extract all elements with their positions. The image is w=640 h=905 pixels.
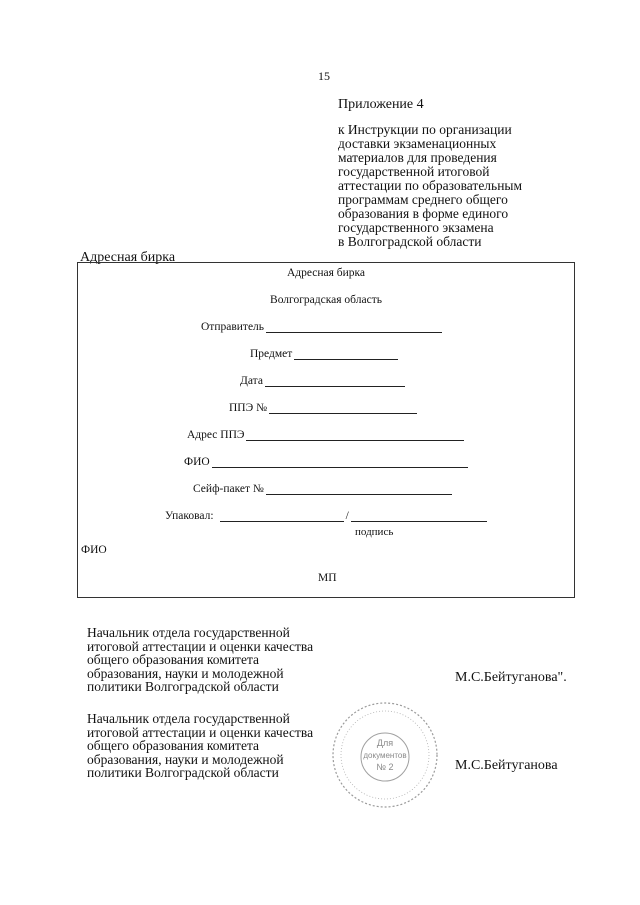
appendix-line: доставки экзаменационных: [338, 136, 497, 151]
ppe-field: [229, 402, 417, 414]
signature-block-2-name: М.С.Бейтуганова: [455, 758, 558, 773]
stamp-text-line3: № 2: [376, 762, 394, 772]
appendix-line: программам среднего общего: [338, 192, 508, 207]
sender-blank-line: [266, 321, 442, 333]
tag-region: Волгоградская область: [270, 294, 382, 306]
appendix-line: аттестации по образовательным: [338, 178, 523, 193]
packed-by-name-line: [351, 510, 487, 522]
address-tag-form: [77, 262, 575, 598]
signature-block-1-position: [87, 626, 337, 694]
tag-title: Адресная бирка: [286, 267, 366, 279]
position-line: политики Волгоградской области: [87, 679, 279, 694]
date-blank-line: [265, 375, 405, 387]
fio-field: [184, 456, 468, 468]
sender-field: [201, 321, 442, 333]
position-line: общего образования комитета: [87, 738, 259, 753]
position-line: Начальник отдела государственной: [87, 711, 290, 726]
date-label: Дата: [240, 375, 263, 387]
safe-package-blank-line: [266, 483, 452, 495]
packed-by-field: [165, 510, 487, 522]
ppe-label: ППЭ №: [229, 402, 268, 414]
position-line: общего образования комитета: [87, 652, 259, 667]
subject-field: [250, 348, 398, 360]
packed-by-slash: /: [345, 510, 349, 522]
position-line: итоговой аттестации и оценки качества: [87, 724, 314, 740]
position-line: образования, науки и молодежной: [87, 751, 284, 767]
signature-block-1-name: М.С.Бейтуганова".: [455, 670, 567, 685]
appendix-title: Приложение 4: [338, 97, 424, 112]
packed-by-signature-line: [220, 510, 344, 522]
appendix-line: государственной итоговой: [338, 164, 490, 179]
position-line: итоговой аттестации и оценки качества: [87, 638, 314, 654]
page-number: 15: [318, 69, 330, 83]
ppe-blank-line: [269, 402, 417, 414]
stamp-text-line1: Для: [376, 738, 394, 748]
official-stamp: [330, 700, 440, 810]
signature-label: подпись: [355, 526, 394, 538]
sender-label: Отправитель: [201, 321, 265, 333]
appendix-description: [338, 123, 568, 249]
fio-label: ФИО: [81, 544, 107, 556]
fio-blank-line: [212, 456, 468, 468]
subject-blank-line: [294, 348, 398, 360]
appendix-line: государственного экзамена: [338, 220, 494, 235]
position-line: Начальник отдела государственной: [87, 625, 290, 640]
appendix-line: к Инструкции по организации: [338, 122, 512, 137]
position-line: образования, науки и молодежной: [87, 665, 284, 681]
date-field: [240, 375, 405, 387]
mp-label: МП: [318, 572, 337, 584]
safe-package-field: [193, 483, 452, 495]
subject-label: Предмет: [250, 348, 293, 360]
signature-block-2-position: [87, 712, 337, 780]
appendix-line: в Волгоградской области: [338, 234, 482, 249]
stamp-text-line2: документов: [363, 751, 407, 760]
ppe-address-field: [187, 429, 464, 441]
appendix-line: образования в форме единого: [338, 206, 509, 221]
fio-field-label: ФИО: [184, 456, 210, 468]
appendix-line: материалов для проведения: [338, 150, 497, 165]
ppe-address-label: Адрес ППЭ: [187, 429, 245, 441]
packed-by-label: Упаковал:: [165, 510, 214, 522]
ppe-address-blank-line: [246, 429, 464, 441]
position-line: политики Волгоградской области: [87, 765, 279, 780]
safe-package-label: Сейф-пакет №: [193, 483, 264, 495]
address-tag-caption: Адресная бирка: [80, 250, 176, 265]
